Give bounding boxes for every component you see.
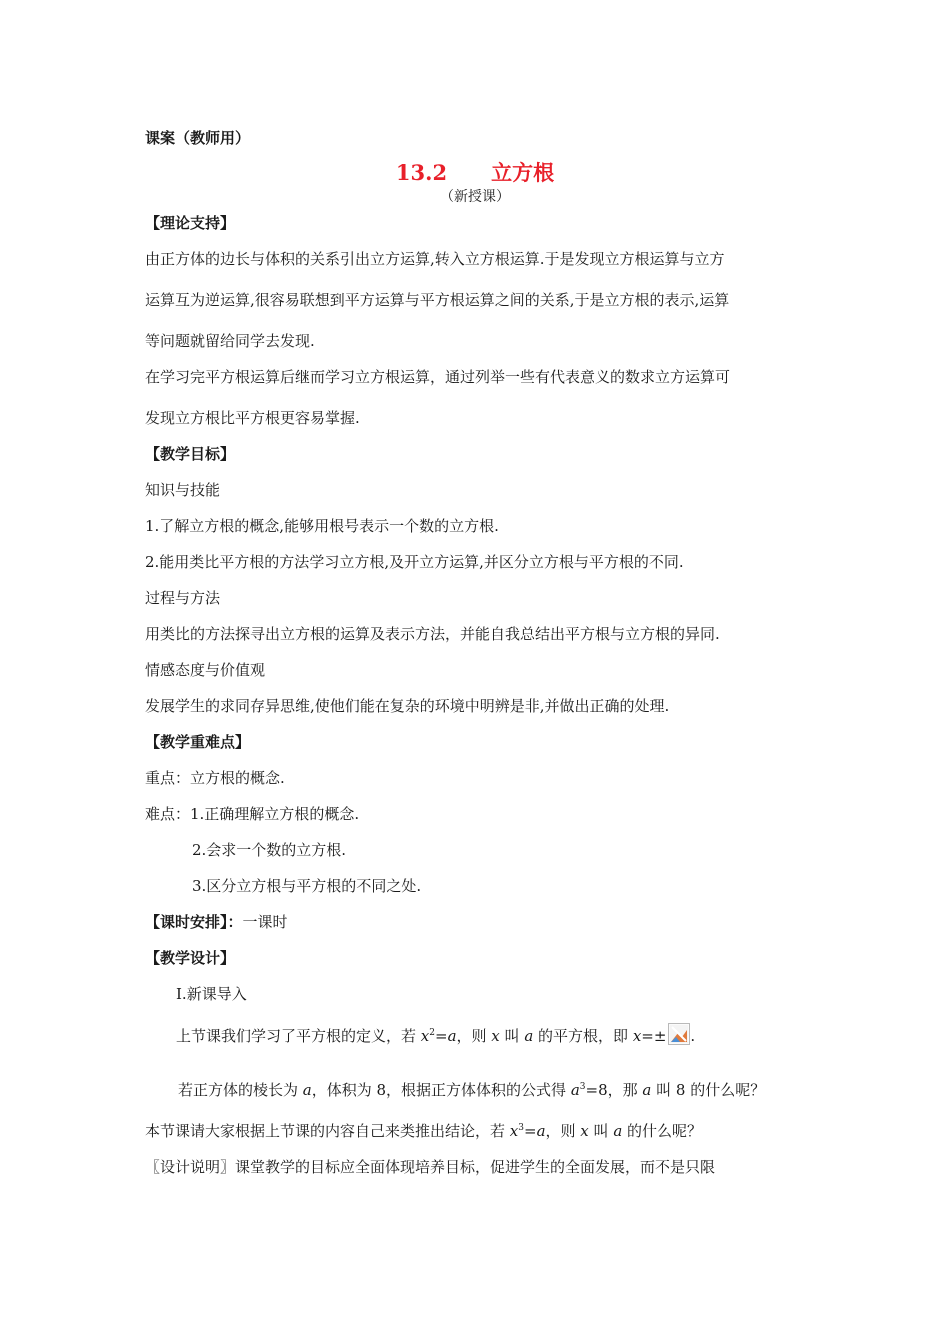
goals-line: 用类比的方法探寻出立方根的运算及表示方法，并能自我总结出平方根与立方根的异同. — [145, 625, 720, 643]
goals-line: 1.了解立方根的概念,能够用根号表示一个数的立方根. — [145, 517, 499, 535]
broken-image-icon — [668, 1023, 690, 1045]
schedule-line — [145, 912, 288, 932]
goals-line: 知识与技能 — [145, 481, 221, 499]
difficulty-line: 3.区分立方根与平方根的不同之处. — [192, 877, 422, 895]
theory-line: 发现立方根比平方根更容易掌握. — [145, 409, 360, 427]
keypoints-heading: 【教学重难点】 — [145, 733, 251, 751]
intro-paragraph: 上节课我们学习了平方根的定义，若 $x^2=a$，则 x 叫 a 的平方根，即 x=± . — [176, 1023, 695, 1046]
intro-paragraph: 若正方体的棱长为 a，体积为 8，根据正方体体积的公式得 $a^3=8$，那 a 叫 8 的什么呢？ — [178, 1081, 766, 1099]
lesson-subtitle: （新授课） — [440, 189, 510, 205]
goals-line: 过程与方法 — [145, 589, 221, 607]
goals-line: 发展学生的求同存异思维,使他们能在复杂的环境中明辨是非,并做出正确的处理. — [145, 697, 670, 715]
difficulty-line: 2.会求一个数的立方根. — [192, 841, 347, 859]
section-heading: Ⅰ.新课导入 — [176, 985, 247, 1003]
goals-line: 情感态度与价值观 — [145, 661, 266, 679]
lesson-title — [0, 160, 950, 186]
goals-line: 2.能用类比平方根的方法学习立方根,及开立方运算,并区分立方根与平方根的不同. — [145, 553, 684, 571]
goals-heading: 【教学目标】 — [145, 445, 236, 463]
schedule-value: 一课时 — [242, 913, 288, 931]
theory-heading: 【理论支持】 — [145, 214, 236, 232]
difficulty-line: 难点：1.正确理解立方根的概念. — [145, 805, 360, 823]
design-heading: 【教学设计】 — [145, 949, 236, 967]
title-name: 立方根 — [491, 160, 555, 185]
theory-line: 由正方体的边长与体积的关系引出立方运算,转入立方根运算.于是发现立方根运算与立方 — [145, 250, 725, 268]
theory-line: 运算互为逆运算,很容易联想到平方运算与平方根运算之间的关系,于是立方根的表示,运算 — [145, 291, 730, 309]
title-number: 13.2 — [395, 160, 448, 185]
schedule-heading: 【课时安排】： — [145, 913, 243, 931]
focus-line: 重点：立方根的概念. — [145, 769, 285, 787]
theory-line: 在学习完平方根运算后继而学习立方根运算，通过列举一些有代表意义的数求立方运算可 — [145, 368, 731, 386]
doc-header: 课案（教师用） — [145, 129, 251, 147]
intro-paragraph: 本节课请大家根据上节课的内容自己来类推出结论，若 $x^3=a$，则 x 叫 a 的什么呢？ — [145, 1122, 703, 1140]
theory-line: 等问题就留给同学去发现. — [145, 332, 315, 350]
design-note: 〖设计说明〗课堂教学的目标应全面体现培养目标，促进学生的全面发展，而不是只限 — [145, 1158, 716, 1176]
